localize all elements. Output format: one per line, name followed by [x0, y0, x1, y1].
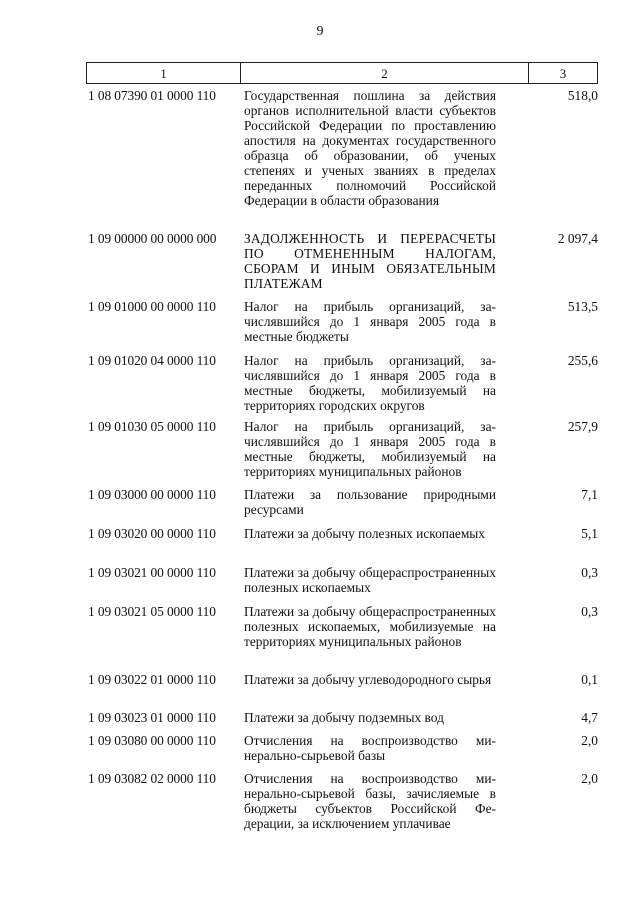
- row-amount: 257,9: [567, 419, 598, 434]
- table-row: [88, 565, 598, 604]
- row-name: Платежи за добычу общераспространенных полезных ископаемых: [244, 565, 496, 595]
- row-code: 1 09 03021 00 0000 110: [88, 565, 216, 580]
- table-row: [88, 487, 598, 526]
- row-code: 1 09 01030 05 0000 110: [88, 419, 216, 434]
- row-amount: 255,6: [567, 353, 598, 368]
- row-code: 1 09 03082 02 0000 110: [88, 771, 216, 786]
- row-amount: 2,0: [581, 733, 598, 748]
- row-name: Налог на прибыль организаций, зачислявшийся до 1 января 2005 года в местные бюджеты, мобилизуемый на территориях муниципальных районов: [244, 419, 496, 479]
- row-name: Налог на прибыль организаций, зачислявшийся до 1 января 2005 года в местные бюджеты, мобилизуемый на территориях городских округов: [244, 353, 496, 413]
- row-amount: 0,3: [581, 604, 598, 619]
- row-code: 1 09 03021 05 0000 110: [88, 604, 216, 619]
- row-amount: 0,3: [581, 565, 598, 580]
- row-amount: 0,1: [581, 672, 598, 687]
- table-row: [88, 771, 598, 835]
- table-row: [88, 353, 598, 419]
- column-header-code: 1: [87, 63, 241, 83]
- row-amount: 2 097,4: [557, 231, 598, 246]
- table-row: [88, 299, 598, 353]
- table-row: [88, 526, 598, 565]
- table-body: [88, 88, 598, 835]
- row-code: 1 09 01020 04 0000 110: [88, 353, 216, 368]
- row-name: Платежи за пользование природными ресурсами: [244, 487, 496, 517]
- table-row: [88, 672, 598, 710]
- page-number: 9: [316, 24, 324, 39]
- row-code: 1 09 00000 00 0000 000: [88, 231, 217, 246]
- row-code: 1 09 03023 01 0000 110: [88, 710, 216, 725]
- row-name: ЗАДОЛЖЕННОСТЬ И ПЕРЕРАСЧЕТЫ ПО ОТМЕНЕННЫМ НАЛОГАМ, СБОРАМ И ИНЫМ ОБЯЗАТЕЛЬНЫМ ПЛАТЕЖАМ: [244, 231, 496, 291]
- row-name: Отчисления на воспроизводство минерально-сырьевой базы: [244, 733, 496, 763]
- table-row: [88, 419, 598, 487]
- row-name: Государственная пошлина за действия органов исполнительной власти субъектов Российской Федерации по проставлению апостиля на документах государственного образца об образовании, об ученых степенях и ученых званиях в пределах переданных полномочий Российской Федерации в области образования: [244, 88, 496, 208]
- row-name: Отчисления на воспроизводство минерально-сырьевой базы, зачисляемые в бюджеты субъектов Российской Федерации, за исключением уплачивае: [244, 771, 496, 831]
- row-code: 1 09 03020 00 0000 110: [88, 526, 216, 541]
- row-name: Платежи за добычу общераспространенных полезных ископаемых, мобилизуемые на территориях муниципальных районов: [244, 604, 496, 649]
- row-code: 1 09 03080 00 0000 110: [88, 733, 216, 748]
- table-row: [88, 733, 598, 771]
- table-header: [86, 62, 598, 84]
- row-name: Платежи за добычу подземных вод: [244, 710, 444, 725]
- row-name: Платежи за добычу углеводородного сырья: [244, 672, 492, 687]
- row-code: 1 09 01000 00 0000 110: [88, 299, 216, 314]
- row-code: 1 09 03000 00 0000 110: [88, 487, 216, 502]
- row-code: 1 08 07390 01 0000 110: [88, 88, 216, 103]
- table-row: [88, 88, 598, 231]
- table-row: [88, 231, 598, 299]
- table-row: [88, 604, 598, 672]
- row-amount: 4,7: [581, 710, 598, 725]
- row-code: 1 09 03022 01 0000 110: [88, 672, 216, 687]
- row-amount: 5,1: [581, 526, 598, 541]
- row-amount: 2,0: [581, 771, 598, 786]
- column-header-name: 2: [241, 63, 529, 83]
- row-amount: 518,0: [567, 88, 598, 103]
- row-name: Платежи за добычу полезных ископаемых: [244, 526, 486, 541]
- row-name: Налог на прибыль организаций, зачислявшийся до 1 января 2005 года в местные бюджеты: [244, 299, 496, 344]
- column-header-amount: 3: [559, 65, 567, 81]
- row-amount: 7,1: [581, 487, 598, 502]
- row-amount: 513,5: [567, 299, 598, 314]
- table-row: [88, 710, 598, 733]
